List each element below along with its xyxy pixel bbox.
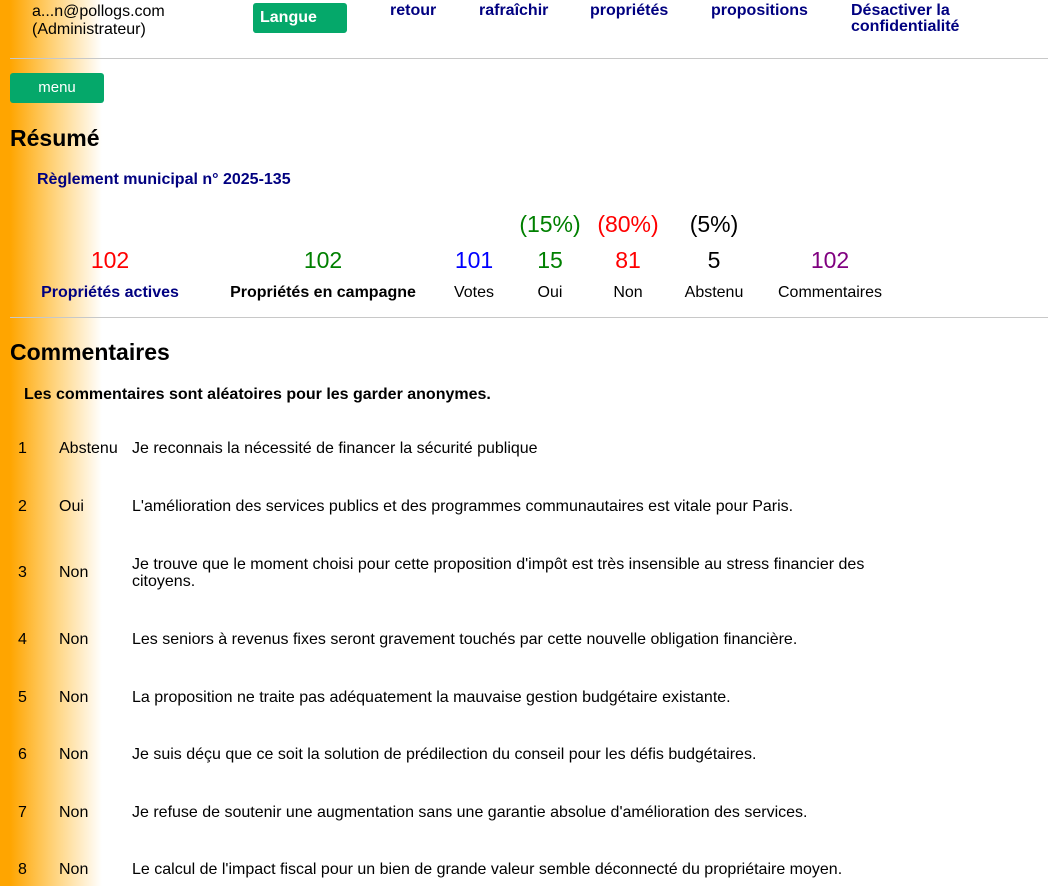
comment-vote: Non <box>59 631 89 648</box>
bylaw-link[interactable]: Règlement municipal n° 2025-135 <box>37 171 291 188</box>
comment-index: 8 <box>18 861 27 878</box>
comment-vote: Abstenu <box>59 440 118 457</box>
comment-vote: Non <box>59 689 89 706</box>
stat-value: 5 <box>707 247 721 273</box>
comment-index: 7 <box>18 804 27 821</box>
stat-campaign-properties <box>223 211 423 301</box>
stat-value: 101 <box>454 247 494 273</box>
stat-percent: (80%) <box>597 211 659 237</box>
comment-index: 5 <box>18 689 27 706</box>
divider <box>10 58 1048 59</box>
comment-text: La proposition ne traite pas adéquatement la mauvaise gestion budgétaire existante. <box>132 689 731 706</box>
comments-title: Commentaires <box>10 339 170 365</box>
stat-comments <box>770 211 890 301</box>
stat-abstain <box>674 211 754 301</box>
comment-vote: Non <box>59 746 89 763</box>
stat-yes <box>510 211 590 301</box>
comment-text: Je trouve que le moment choisi pour cette proposition d'impôt est très insensible au stress financier des citoyens. <box>132 556 865 590</box>
comment-vote: Oui <box>59 498 84 515</box>
nav-proposals-link[interactable]: propositions <box>711 2 808 19</box>
stat-percent: (5%) <box>689 211 739 237</box>
comment-text: Je suis déçu que ce soit la solution de prédilection du conseil pour les défis budgétaires. <box>132 746 757 763</box>
divider <box>10 317 1048 318</box>
stat-value: 102 <box>303 247 343 273</box>
summary-title: Résumé <box>10 125 100 151</box>
stat-votes <box>444 211 504 301</box>
stat-label: Propriétés actives <box>41 284 179 301</box>
stat-label: Non <box>613 284 643 301</box>
comment-index: 1 <box>18 440 27 457</box>
comment-text: Le calcul de l'impact fiscal pour un bien de grande valeur semble déconnecté du propriétaire moyen. <box>132 861 843 878</box>
stat-label: Oui <box>537 284 563 301</box>
user-info <box>32 3 165 39</box>
nav-properties-link[interactable]: propriétés <box>590 2 669 19</box>
comment-text: Les seniors à revenus fixes seront gravement touchés par cette nouvelle obligation financière. <box>132 631 798 648</box>
top-bar <box>0 0 1059 58</box>
stat-label: Propriétés en campagne <box>230 284 416 301</box>
comment-vote: Non <box>59 804 89 821</box>
comment-index: 2 <box>18 498 27 515</box>
stat-value: 102 <box>90 247 130 273</box>
stat-value: 81 <box>615 247 641 273</box>
nav-refresh-link[interactable]: rafraîchir <box>479 2 549 19</box>
stat-active-properties <box>30 211 190 301</box>
stat-label: Abstenu <box>684 284 744 301</box>
stat-label: Commentaires <box>777 284 883 301</box>
comment-vote: Non <box>59 861 89 878</box>
stat-value: 15 <box>537 247 563 273</box>
menu-button[interactable]: menu <box>10 73 104 103</box>
comment-vote: Non <box>59 564 89 581</box>
nav-back-link[interactable]: retour <box>390 2 437 19</box>
comments-note: Les commentaires sont aléatoires pour les garder anonymes. <box>24 386 491 403</box>
stat-no <box>590 211 666 301</box>
comment-text: Je reconnais la nécessité de financer la sécurité publique <box>132 440 538 457</box>
comment-index: 4 <box>18 631 27 648</box>
user-role: (Administrateur) <box>32 21 146 38</box>
nav-disable-privacy-link[interactable]: Désactiver la confidentialité <box>851 2 960 35</box>
stat-label: Votes <box>453 284 495 301</box>
stat-percent: (15%) <box>519 211 581 237</box>
language-button[interactable]: Langue <box>253 3 347 33</box>
comment-text: L'amélioration des services publics et des programmes communautaires est vitale pour Paris. <box>132 498 794 515</box>
comment-index: 3 <box>18 564 27 581</box>
stat-value: 102 <box>810 247 850 273</box>
user-email: a...n@pollogs.com <box>32 3 165 20</box>
comment-index: 6 <box>18 746 27 763</box>
comment-text: Je refuse de soutenir une augmentation sans une garantie absolue d'amélioration des services. <box>132 804 808 821</box>
